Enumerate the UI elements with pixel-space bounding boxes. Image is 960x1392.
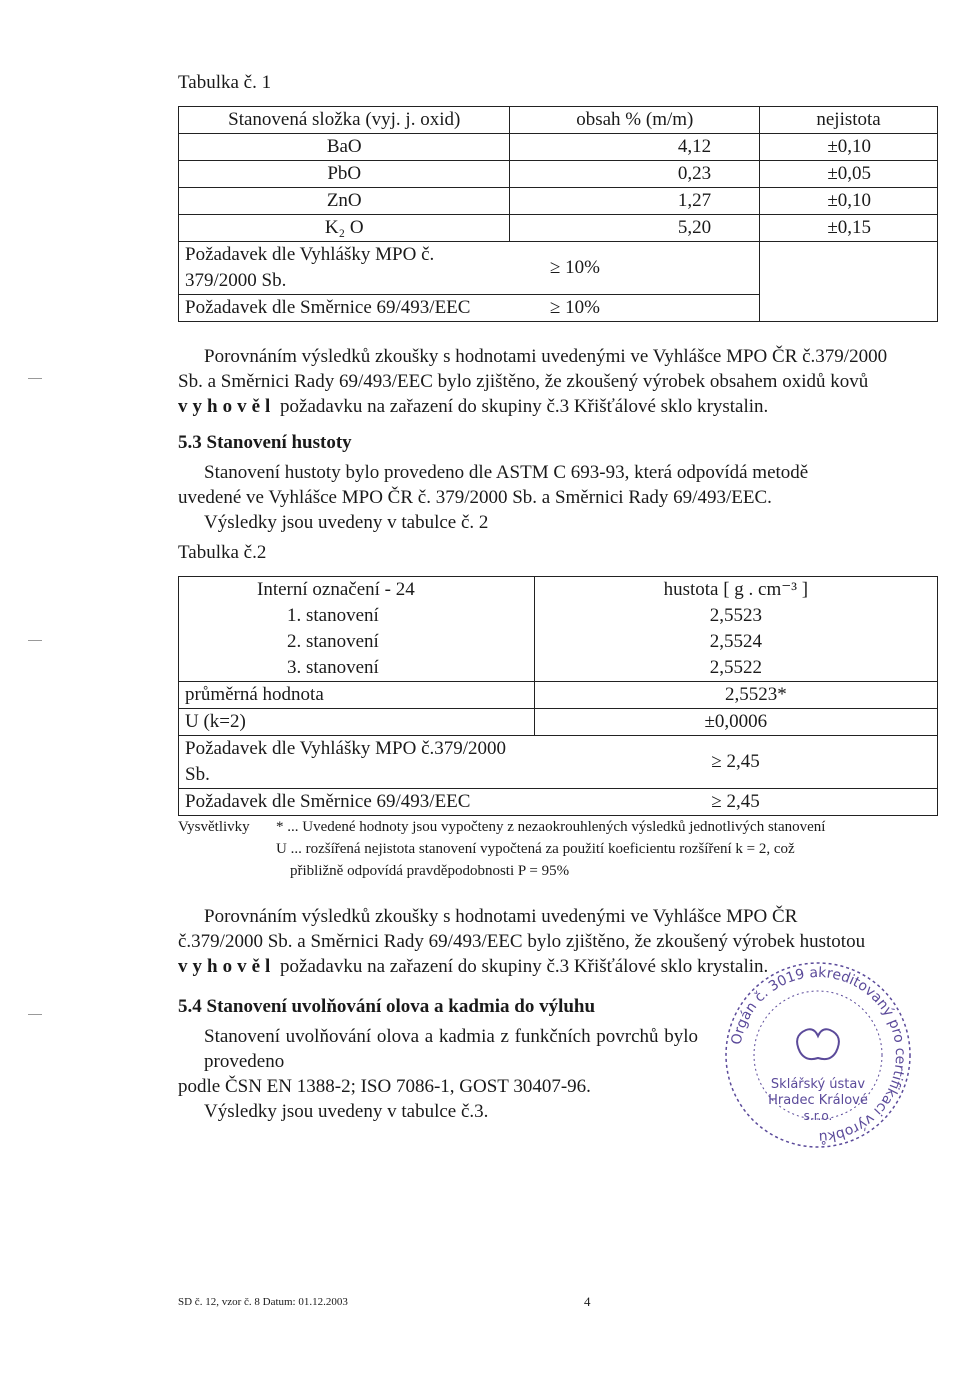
notes-star: * ... Uvedené hodnoty jsou vypočteny z nezaokrouhlených výsledků jednotlivých stanovení [276,819,826,835]
paragraph-line: Stanovení uvolňování olova a kadmia z funkčních povrchů bylo provedeno [204,1026,698,1072]
table1-component-cell: PbO [179,161,510,188]
table2-requirement-label: Požadavek dle Směrnice 69/493/EEC [179,789,535,816]
section54-text [178,1024,698,1124]
table1-content-cell: 0,23 [510,161,760,188]
table2-mean-value: 2,5523* [534,682,937,709]
paragraph-line: Výsledky jsou uvedeny v tabulce č.3. [204,1101,489,1122]
table2-caption: Tabulka č.2 [178,542,267,563]
section53-text [178,460,938,535]
stamp-ring-text: Orgán č. 3019 akreditovaný pro certifikaci výrobků [728,964,909,1146]
table1-uncertainty-cell: ±0,15 [760,215,938,242]
table2-requirement-row [179,736,938,789]
paragraph-line: uvedené ve Vyhlášce MPO ČR č. 379/2000 Sb. a Směrnici Rady 69/493/EEC. [178,487,772,508]
table1-component-cell: BaO [179,134,510,161]
stamp-city-line: Hradec Králové [768,1093,868,1108]
table1-header-uncertainty: nejistota [760,107,938,134]
paragraph-line-rest: požadavku na zařazení do skupiny č.3 Křišťálové sklo krystalin. [275,956,769,977]
table1-requirement-label: Požadavek dle Směrnice 69/493/EEC [179,295,510,322]
table2-row-label: 1. stanovení [179,603,535,629]
table1-content-cell: 5,20 [510,215,760,242]
paragraph-line: Stanovení hustoty bylo provedeno dle ASTM C 693-93, která odpovídá metodě [204,462,809,483]
table1-content-cell: 1,27 [510,188,760,215]
table2-requirement-value: ≥ 2,45 [534,789,937,816]
paragraph-line-rest: požadavku na zařazení do skupiny č.3 Křišťálové sklo krystalin. [275,396,769,417]
table-row [179,134,938,161]
table1-requirement-row [179,295,938,322]
table1-caption: Tabulka č. 1 [178,72,272,93]
stamp-company-line: s.r.o. [803,1109,833,1123]
table1 [178,106,938,322]
verdict-text: vyhověl [178,956,276,977]
table1-requirement-empty [760,242,938,295]
table1-uncertainty-cell: ±0,10 [760,134,938,161]
table2-requirement-label: Požadavek dle Vyhlášky MPO č.379/2000 Sb. [179,736,535,789]
table2-header-label: Interní označení - 24 [179,577,535,604]
table-row [179,215,938,242]
table2-uncertainty-row [179,709,938,736]
paragraph-line: č.379/2000 Sb. a Směrnici Rady 69/493/EEC bylo zjištěno, že zkoušený výrobek hustotou [178,931,866,952]
table2-uncertainty-value: ±0,0006 [534,709,937,736]
table1-header-content: obsah % (m/m) [510,107,760,134]
table2-header-density: hustota [ g . cm⁻³ ] [534,577,937,604]
table1-component-cell: K₂ O [179,215,510,242]
paragraph-line: Porovnáním výsledků zkoušky s hodnotami uvedenými ve Vyhlášce MPO ČR č.379/2000 [204,346,888,367]
table2-row-label: 3. stanovení [179,655,535,682]
footer-doc-info: SD č. 12, vzor č. 8 Datum: 01.12.2003 [178,1296,348,1308]
table2-row-value: 2,5524 [534,629,937,655]
table2-mean-row [179,682,938,709]
paragraph-line: Výsledky jsou uvedeny v tabulce č. 2 [204,512,489,533]
section-heading: 5.3 Stanovení hustoty [178,432,352,453]
table-row [179,603,938,629]
table1-requirement-row [179,242,938,295]
table2-requirement-row [179,789,938,816]
table1-component-cell: ZnO [179,188,510,215]
table1-uncertainty-cell: ±0,10 [760,188,938,215]
section-heading: 5.4 Stanovení uvolňování olova a kadmia do výluhu [178,996,596,1017]
notes-u-line: U ... rozšířená nejistota stanovení vypočtená za použití koeficientu rozšíření k = 2, což [276,841,795,857]
table1-requirement-value: ≥ 10% [510,242,760,295]
certification-stamp [718,960,918,1150]
table-row [179,655,938,682]
stamp-emblem-icon [797,1029,839,1059]
table1-header-component: Stanovená složka (vyj. j. oxid) [179,107,510,134]
margin-mark [28,378,42,379]
notes-prefix: Vysvětlivky [178,819,250,835]
table2-mean-label: průměrná hodnota [179,682,535,709]
margin-mark [28,640,42,641]
table2-row-value: 2,5522 [534,655,937,682]
table1-requirement-empty [760,295,938,322]
table2-row-label: 2. stanovení [179,629,535,655]
table-row [179,188,938,215]
table2-row-value: 2,5523 [534,603,937,629]
page-number: 4 [584,1294,591,1309]
verdict-text: vyhověl [178,396,276,417]
table1-requirement-value: ≥ 10% [510,295,760,322]
table2-header-row [179,577,938,604]
table2-uncertainty-label: U (k=2) [179,709,535,736]
table2-requirement-value: ≥ 2,45 [534,736,937,789]
paragraph-oxide-conclusion [178,344,938,419]
notes-u-line: přibližně odpovídá pravděpodobnosti P = 95% [290,863,570,879]
margin-mark [28,1014,42,1015]
table-row [179,161,938,188]
table1-content-cell: 4,12 [510,134,760,161]
paragraph-line: Porovnáním výsledků zkoušky s hodnotami uvedenými ve Vyhlášce MPO ČR [204,906,798,927]
stamp-name-line: Sklářský ústav [770,1077,866,1092]
table1-header-row [179,107,938,134]
paragraph-line: podle ČSN EN 1388-2; ISO 7086-1, GOST 30407-96. [178,1076,591,1097]
table-row [179,629,938,655]
table2 [178,576,938,816]
table1-uncertainty-cell: ±0,05 [760,161,938,188]
paragraph-line [178,394,938,419]
table1-requirement-label: Požadavek dle Vyhlášky MPO č. 379/2000 Sb. [179,242,510,295]
paragraph-line: Sb. a Směrnici Rady 69/493/EEC bylo zjištěno, že zkoušený výrobek obsahem oxidů kovů [178,371,869,392]
